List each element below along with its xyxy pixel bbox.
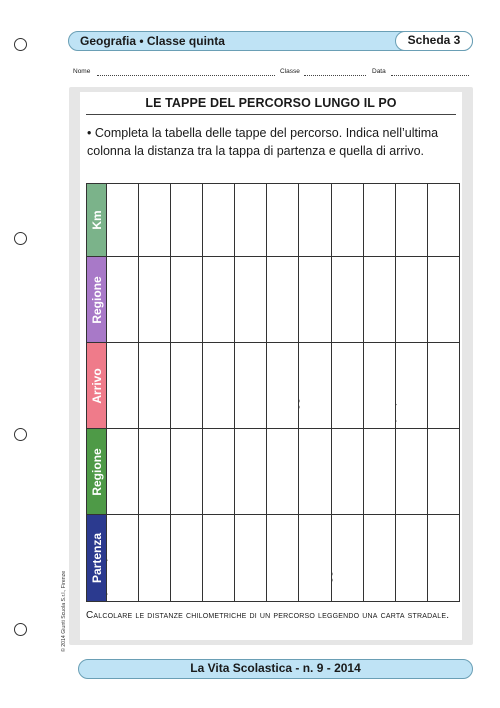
partenza-header: Partenza (89, 532, 104, 584)
arrivo-cell (171, 343, 203, 429)
subject-label: Geografia • Classe quinta (80, 34, 225, 48)
regione-arrivo-cell[interactable] (363, 257, 395, 343)
partenza-label (107, 537, 110, 597)
regione-partenza-cell[interactable] (203, 429, 235, 515)
arrivo-label (139, 367, 142, 424)
partenza-label (395, 561, 398, 597)
empty-cell (427, 515, 459, 602)
regione-arrivo-cell[interactable] (299, 257, 331, 343)
partenza-label (171, 540, 174, 597)
arrivo-header-cell (87, 343, 107, 429)
copyright-text: © 2014 Giunti Scuola S.r.l., Firenze (61, 570, 67, 652)
arrivo-label (235, 379, 238, 424)
title-divider (86, 114, 456, 115)
regione-partenza-cell[interactable] (331, 429, 363, 515)
date-field[interactable] (391, 75, 469, 76)
km-cell[interactable] (107, 184, 139, 257)
binder-hole-3 (14, 428, 27, 441)
arrivo-label (171, 396, 174, 424)
regione-partenza-cell[interactable] (139, 429, 171, 515)
partenza-cell (299, 515, 331, 602)
arrivo-label (299, 356, 302, 424)
km-total-cell[interactable] (427, 184, 459, 257)
partenza-cell (395, 515, 427, 602)
class-label: Classe (280, 68, 300, 75)
worksheet-title: LE TAPPE DEL PERCORSO LUNGO IL PO (145, 96, 397, 110)
arrivo-label (267, 392, 270, 424)
km-cell[interactable] (171, 184, 203, 257)
class-field[interactable] (304, 75, 366, 76)
partenza-header-cell (87, 515, 107, 602)
binder-hole-4 (14, 623, 27, 636)
km-cell[interactable] (331, 184, 363, 257)
partenza-label (363, 555, 366, 597)
arrivo-cell (203, 343, 235, 429)
regione-partenza-cell[interactable] (107, 429, 139, 515)
regione-partenza-header-cell (87, 429, 107, 515)
km-cell[interactable] (363, 184, 395, 257)
instruction-text: • Completa la tabella delle tappe del percorso. Indica nell’ultima colonna la distanza tra la tappa di partenza e quella di arrivo. (87, 126, 439, 158)
regione-arrivo-cell[interactable] (203, 257, 235, 343)
empty-cell (427, 257, 459, 343)
partenza-label (299, 565, 302, 597)
partenza-cell (107, 515, 139, 602)
arrivo-label (363, 388, 366, 424)
km-cell[interactable] (203, 184, 235, 257)
date-label: Data (372, 68, 386, 75)
arrivo-cell (299, 343, 331, 429)
header-bar (68, 31, 473, 51)
regione-arrivo-cell[interactable] (107, 257, 139, 343)
regione-partenza-header: Regione (89, 447, 104, 496)
name-field[interactable] (97, 75, 275, 76)
arrivo-label (395, 364, 398, 424)
partenza-cell (267, 515, 299, 602)
partenza-label (331, 529, 334, 597)
km-cell[interactable] (235, 184, 267, 257)
empty-cell (427, 429, 459, 515)
arrivo-cell (139, 343, 171, 429)
partenza-label (235, 552, 238, 597)
regione-partenza-cell[interactable] (395, 429, 427, 515)
regione-arrivo-cell[interactable] (395, 257, 427, 343)
arrivo-label (203, 379, 206, 424)
regione-arrivo-header: Regione (89, 275, 104, 324)
arrivo-cell (331, 343, 363, 429)
binder-hole-1 (14, 38, 27, 51)
arrivo-label (331, 382, 334, 424)
regione-arrivo-header-cell (87, 257, 107, 343)
arrivo-header: Arrivo (89, 367, 104, 404)
km-cell[interactable] (139, 184, 171, 257)
regione-partenza-cell[interactable] (267, 429, 299, 515)
partenza-cell (139, 515, 171, 602)
partenza-label (267, 552, 270, 597)
partenza-cell (235, 515, 267, 602)
objective-note: Calcolare le distanze chilometriche di un percorso leggendo una carta stradale. (86, 610, 450, 621)
km-cell[interactable] (395, 184, 427, 257)
footer-bar: La Vita Scolastica - n. 9 - 2014 (78, 659, 473, 679)
regione-arrivo-cell[interactable] (267, 257, 299, 343)
regione-arrivo-cell[interactable] (235, 257, 267, 343)
km-cell[interactable] (299, 184, 331, 257)
regione-partenza-cell[interactable] (299, 429, 331, 515)
partenza-label (139, 567, 142, 597)
partenza-cell (363, 515, 395, 602)
regione-arrivo-cell[interactable] (171, 257, 203, 343)
regione-arrivo-cell[interactable] (331, 257, 363, 343)
name-label: Nome (73, 68, 91, 75)
arrivo-label (107, 394, 110, 424)
partenza-label (203, 569, 206, 597)
arrivo-cell (363, 343, 395, 429)
km-cell[interactable] (267, 184, 299, 257)
regione-partenza-cell[interactable] (363, 429, 395, 515)
regione-partenza-cell[interactable] (171, 429, 203, 515)
sheet-label: Scheda 3 (395, 31, 473, 51)
arrivo-cell (267, 343, 299, 429)
student-fields (73, 68, 469, 80)
partenza-cell (331, 515, 363, 602)
arrivo-cell (107, 343, 139, 429)
km-header: Km (89, 210, 104, 230)
km-header-cell (87, 184, 107, 257)
binder-hole-2 (14, 232, 27, 245)
arrivo-cell (395, 343, 427, 429)
empty-cell (427, 343, 459, 429)
regione-partenza-cell[interactable] (235, 429, 267, 515)
total-label (458, 217, 460, 246)
route-table (86, 183, 460, 602)
partenza-cell (171, 515, 203, 602)
regione-arrivo-cell[interactable] (139, 257, 171, 343)
partenza-cell (203, 515, 235, 602)
arrivo-cell (235, 343, 267, 429)
